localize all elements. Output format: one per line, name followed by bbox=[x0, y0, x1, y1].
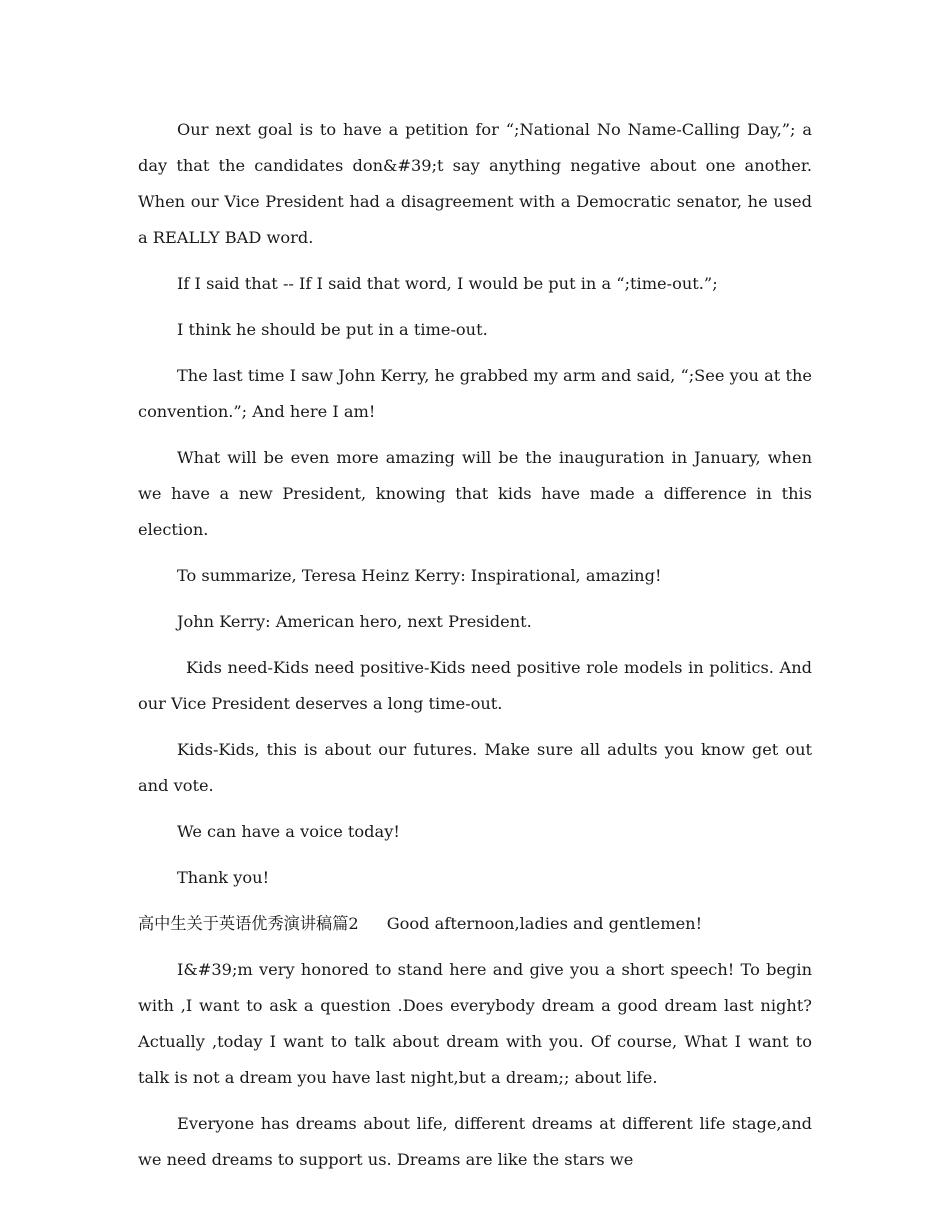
section-greeting: Good afternoon,ladies and gentlemen! bbox=[386, 914, 703, 933]
paragraph: The last time I saw John Kerry, he grabbed my arm and said, “;See you at the convention.”; And here I am! bbox=[138, 366, 812, 421]
paragraph: To summarize, Teresa Heinz Kerry: Inspirational, amazing! bbox=[177, 566, 662, 585]
paragraph: If I said that -- If I said that word, I would be put in a “;time-out.”; bbox=[177, 274, 718, 293]
paragraph: Thank you! bbox=[177, 868, 270, 887]
paragraph: I&#39;m very honored to stand here and give you a short speech! To begin with ,I want to ask a question .Does everybody dream a good dream last night? Actually ,today I want to talk about dream with you. Of course, What I want to talk is not a dream you have last night,but a dream;; about life. bbox=[138, 960, 812, 1087]
paragraph: Kids need-Kids need positive-Kids need positive role models in politics. And our Vice President deserves a long time-out. bbox=[138, 658, 812, 713]
paragraph: John Kerry: American hero, next President. bbox=[177, 612, 532, 631]
paragraph: Kids-Kids, this is about our futures. Make sure all adults you know get out and vote. bbox=[138, 740, 812, 795]
section-heading bbox=[138, 906, 812, 942]
paragraph: What will be even more amazing will be the inauguration in January, when we have a new President, knowing that kids have made a difference in this election. bbox=[138, 448, 812, 539]
paragraph: Everyone has dreams about life, different dreams at different life stage,and we need dreams to support us. Dreams are like the stars we bbox=[138, 1114, 812, 1169]
document-page bbox=[138, 112, 812, 1188]
section-title: 高中生关于英语优秀演讲稿篇2 bbox=[138, 914, 359, 933]
paragraph: We can have a voice today! bbox=[177, 822, 400, 841]
paragraph: I think he should be put in a time-out. bbox=[177, 320, 488, 339]
paragraph: Our next goal is to have a petition for “;National No Name-Calling Day,”; a day that the candidates don&#39;t say anything negative about one another. When our Vice President had a disagreement with a Democratic senator, he used a REALLY BAD word. bbox=[138, 120, 812, 247]
